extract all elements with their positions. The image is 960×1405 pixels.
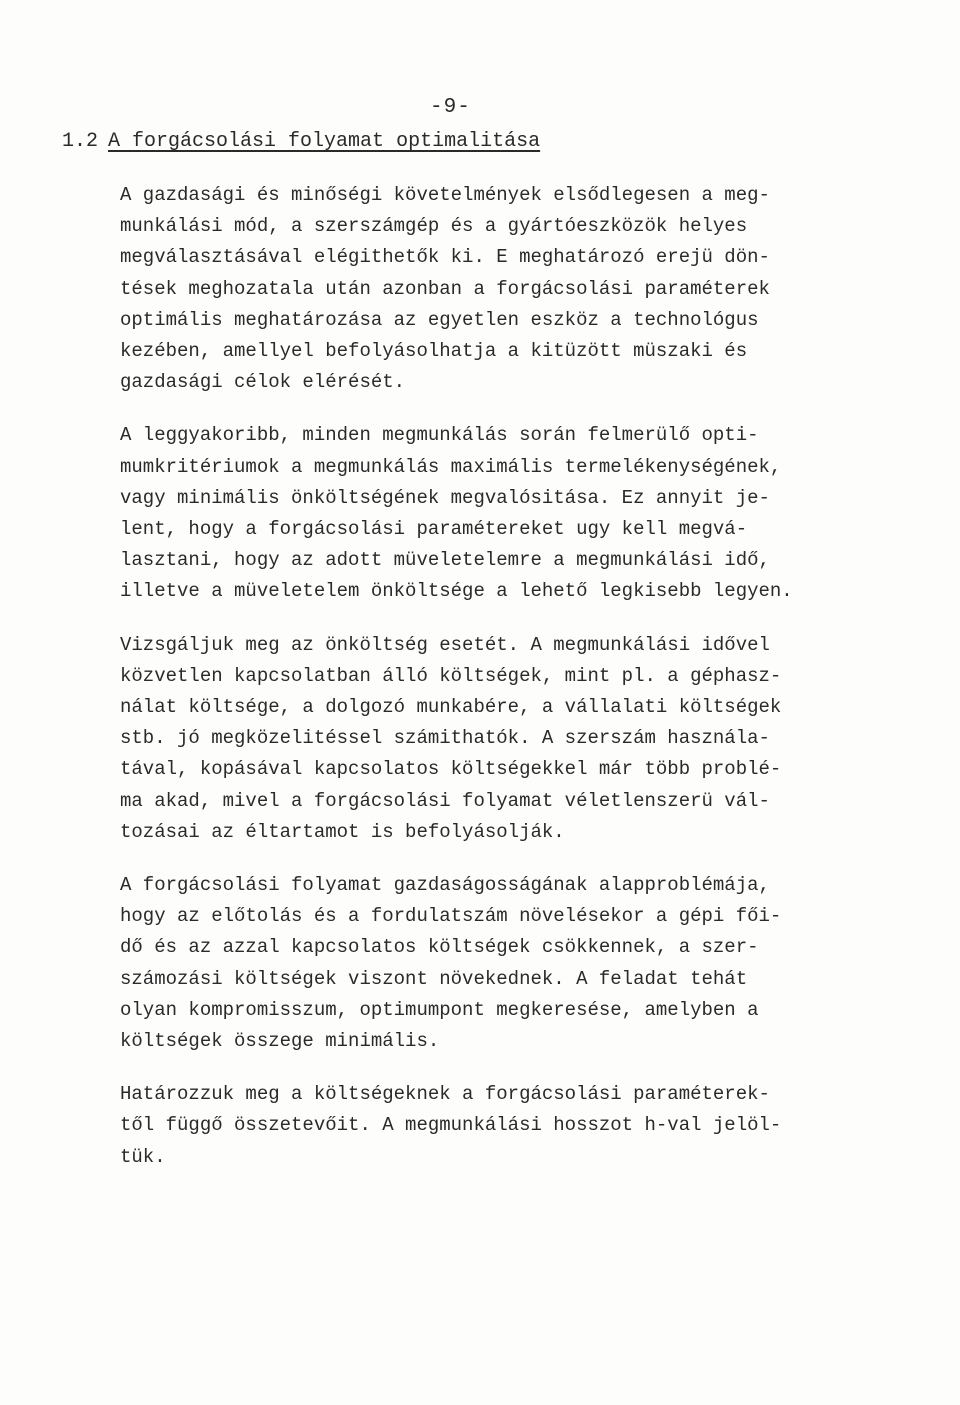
text-line: től függő összetevőit. A megmunkálási hosszot h-val jelöl- <box>120 1114 782 1137</box>
text-line: tük. <box>120 1145 166 1168</box>
paragraph-5 <box>120 1079 860 1173</box>
text-line: A forgácsolási folyamat gazdaságosságának alapproblémája, <box>120 874 770 897</box>
text-line: megválasztásával elégithetők ki. E meghatározó erejü dön- <box>120 246 770 269</box>
page-number: -9- <box>430 96 471 119</box>
text-line: A gazdasági és minőségi követelmények elsődlegesen a meg- <box>120 184 770 206</box>
text-line: Vizsgáljuk meg az önköltség esetét. A megmunkálási idővel <box>120 633 770 656</box>
text-line: tések meghozatala után azonban a forgácsolási paraméterek <box>120 277 770 300</box>
text-line: számozási költségek viszont növekednek. A feladat tehát <box>120 967 748 990</box>
text-line: illetve a müveletelem önköltsége a lehető legkisebb legyen. <box>120 580 793 603</box>
text-line: költségek összege minimális. <box>120 1030 440 1053</box>
text-line: optimális meghatározása az egyetlen eszköz a technológus <box>120 308 759 331</box>
paragraph-1 <box>120 180 860 398</box>
text-line: olyan kompromisszum, optimumpont megkeresése, amelyben a <box>120 998 759 1021</box>
paragraph-4 <box>120 870 860 1057</box>
text-line: tozásai az éltartamot is befolyásolják. <box>120 820 565 843</box>
text-line: tával, kopásával kapcsolatos költségekkel már több problé- <box>120 758 782 781</box>
text-line: közvetlen kapcsolatban álló költségek, mint pl. a géphasz- <box>120 664 782 687</box>
text-line: stb. jó megközelitéssel számithatók. A szerszám használa- <box>120 727 770 750</box>
body-text <box>120 180 860 1195</box>
text-line: lasztani, hogy az adott müveletelemre a megmunkálási idő, <box>120 549 770 572</box>
paragraph-3 <box>120 630 860 848</box>
text-line: kezében, amellyel befolyásolhatja a kitüzött müszaki és <box>120 340 748 363</box>
section-heading <box>62 130 540 153</box>
text-line: ma akad, mivel a forgácsolási folyamat véletlenszerü vál- <box>120 789 770 812</box>
text-line: dő és az azzal kapcsolatos költségek csökkennek, a szer- <box>120 936 759 959</box>
section-title: A forgácsolási folyamat optimalitása <box>108 130 541 153</box>
text-line: mumkritériumok a megmunkálás maximális termelékenységének, <box>120 455 782 478</box>
text-line: Határozzuk meg a költségeknek a forgácsolási paraméterek- <box>120 1083 770 1106</box>
text-line: vagy minimális önköltségének megvalósitása. Ez annyit je- <box>120 486 770 509</box>
text-line: gazdasági célok elérését. <box>120 371 406 394</box>
text-line: hogy az előtolás és a fordulatszám növelésekor a gépi fői- <box>120 905 782 928</box>
text-line: nálat költsége, a dolgozó munkabére, a vállalati költségek <box>120 696 782 719</box>
section-number: 1.2 <box>62 130 99 153</box>
text-line: munkálási mód, a szerszámgép és a gyártóeszközök helyes <box>120 215 748 238</box>
text-line: lent, hogy a forgácsolási paramétereket ugy kell megvá- <box>120 518 748 541</box>
text-line: A leggyakoribb, minden megmunkálás során felmerülő opti- <box>120 424 759 447</box>
paragraph-2 <box>120 420 860 607</box>
